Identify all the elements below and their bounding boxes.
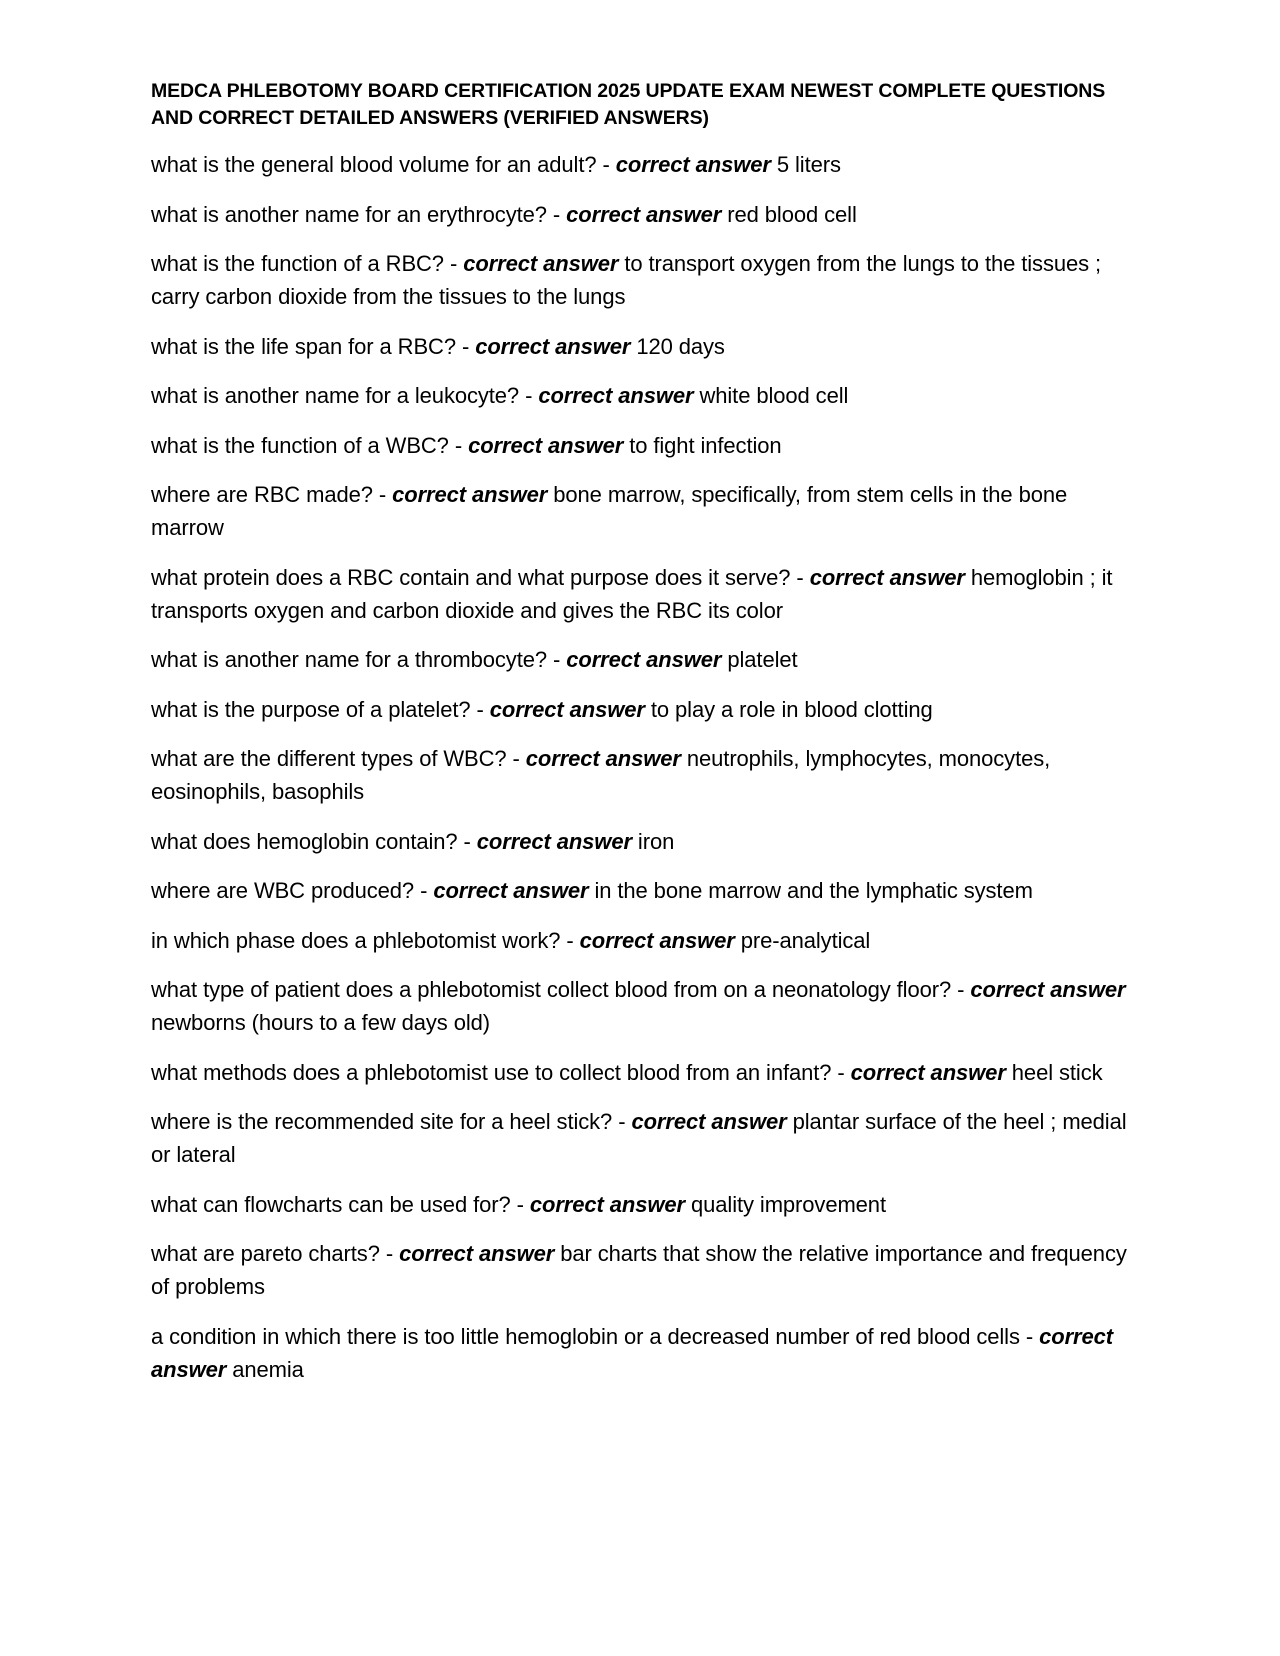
- answer-text: hemoglobin ; it transports oxygen and carbon dioxide and gives the RBC its color: [151, 564, 1113, 623]
- answer-text: bar charts that show the relative importance and frequency of problems: [151, 1241, 1127, 1299]
- question-text: what is another name for an erythrocyte? -: [151, 201, 567, 227]
- answer-label: correct answer: [566, 647, 722, 672]
- question-text: where is the recommended site for a heel stick? -: [151, 1109, 632, 1134]
- answer-text: quality improvement: [684, 1191, 886, 1217]
- qa-item: [151, 429, 1136, 462]
- qa-item: [151, 924, 1136, 957]
- qa-item: [151, 1320, 1136, 1386]
- question-text: what is another name for a leukocyte? -: [151, 383, 539, 408]
- answer-label: correct answer: [538, 383, 694, 408]
- answer-label: correct answer: [433, 878, 589, 903]
- answer-label: correct answer: [476, 828, 632, 854]
- answer-text: heel stick: [1005, 1059, 1103, 1085]
- answer-text: newborns (hours to a few days old): [151, 1010, 490, 1035]
- answer-text: red blood cell: [721, 201, 857, 227]
- qa-item: [151, 742, 1136, 808]
- qa-item: [151, 561, 1136, 627]
- question-text: what protein does a RBC contain and what purpose does it serve? -: [151, 564, 810, 590]
- qa-item: [151, 379, 1136, 412]
- answer-text: iron: [631, 828, 675, 854]
- qa-item: [151, 973, 1136, 1039]
- answer-text: white blood cell: [693, 383, 849, 408]
- answer-label: correct answer: [463, 251, 619, 276]
- qa-item: [151, 1056, 1136, 1089]
- answer-label: correct answer: [631, 1109, 787, 1134]
- answer-label: correct answer: [566, 201, 722, 227]
- question-text: what is the general blood volume for an adult? -: [151, 152, 616, 177]
- question-text: where are WBC produced? -: [151, 878, 434, 903]
- answer-text: platelet: [721, 647, 798, 672]
- question-text: what type of patient does a phlebotomist collect blood from on a neonatology floor? -: [151, 977, 971, 1002]
- qa-item: [151, 247, 1136, 313]
- answer-text: anemia: [226, 1356, 304, 1382]
- qa-item: [151, 825, 1136, 858]
- answer-label: correct answer: [392, 482, 548, 507]
- document-content: [151, 78, 1136, 1402]
- answer-text: bone marrow, specifically, from stem cells in the bone marrow: [151, 482, 1068, 540]
- qa-item: [151, 1188, 1136, 1221]
- question-text: what is the function of a WBC? -: [151, 432, 469, 458]
- answer-label: correct answer: [151, 1323, 1114, 1382]
- answer-text: plantar surface of the heel ; medial or lateral: [151, 1109, 1127, 1167]
- answer-text: in the bone marrow and the lymphatic system: [588, 878, 1033, 903]
- question-text: what is the life span for a RBC? -: [151, 333, 476, 359]
- question-text: what is the function of a RBC? -: [151, 251, 464, 276]
- question-text: what does hemoglobin contain? -: [151, 828, 477, 854]
- document-title: MEDCA PHLEBOTOMY BOARD CERTIFICATION 2025 UPDATE EXAM NEWEST COMPLETE QUESTIONS AND CORRECT DETAILED ANSWERS (VERIFIED ANSWERS): [151, 80, 1106, 129]
- question-text: what are pareto charts? -: [151, 1241, 400, 1266]
- question-text: where are RBC made? -: [151, 482, 393, 507]
- answer-label: correct answer: [850, 1059, 1006, 1085]
- qa-item: [151, 1105, 1136, 1171]
- qa-item: [151, 874, 1136, 907]
- answer-text: pre-analytical: [734, 927, 871, 953]
- qa-item: [151, 1237, 1136, 1303]
- answer-label: correct answer: [475, 333, 631, 359]
- answer-text: 5 liters: [770, 152, 841, 177]
- question-text: in which phase does a phlebotomist work? -: [151, 927, 580, 953]
- question-text: a condition in which there is too little hemoglobin or a decreased number of red blood cells -: [151, 1323, 1040, 1349]
- answer-text: neutrophils, lymphocytes, monocytes, eosinophils, basophils: [151, 746, 1051, 804]
- answer-label: correct answer: [809, 564, 965, 590]
- question-text: what can flowcharts can be used for? -: [151, 1191, 530, 1217]
- qa-item: [151, 478, 1136, 544]
- answer-label: correct answer: [579, 927, 735, 953]
- qa-item: [151, 330, 1136, 363]
- answer-label: correct answer: [399, 1241, 555, 1266]
- answer-label: correct answer: [525, 746, 681, 771]
- question-text: what is the purpose of a platelet? -: [151, 696, 490, 722]
- question-text: what methods does a phlebotomist use to collect blood from an infant? -: [151, 1059, 851, 1085]
- answer-text: to fight infection: [623, 432, 782, 458]
- answer-label: correct answer: [615, 152, 771, 177]
- qa-item: [151, 148, 1136, 181]
- qa-item: [151, 198, 1136, 231]
- qa-item: [151, 643, 1136, 676]
- answer-label: correct answer: [489, 696, 645, 722]
- qa-item: [151, 693, 1136, 726]
- answer-label: correct answer: [468, 432, 624, 458]
- answer-text: to transport oxygen from the lungs to the tissues ; carry carbon dioxide from the tissues to the lungs: [151, 251, 1102, 309]
- answer-text: 120 days: [630, 333, 725, 359]
- answer-label: correct answer: [529, 1191, 685, 1217]
- answer-label: correct answer: [970, 977, 1126, 1002]
- question-text: what is another name for a thrombocyte? -: [151, 647, 567, 672]
- question-text: what are the different types of WBC? -: [151, 746, 526, 771]
- qa-list: [151, 148, 1136, 1386]
- answer-text: to play a role in blood clotting: [644, 696, 933, 722]
